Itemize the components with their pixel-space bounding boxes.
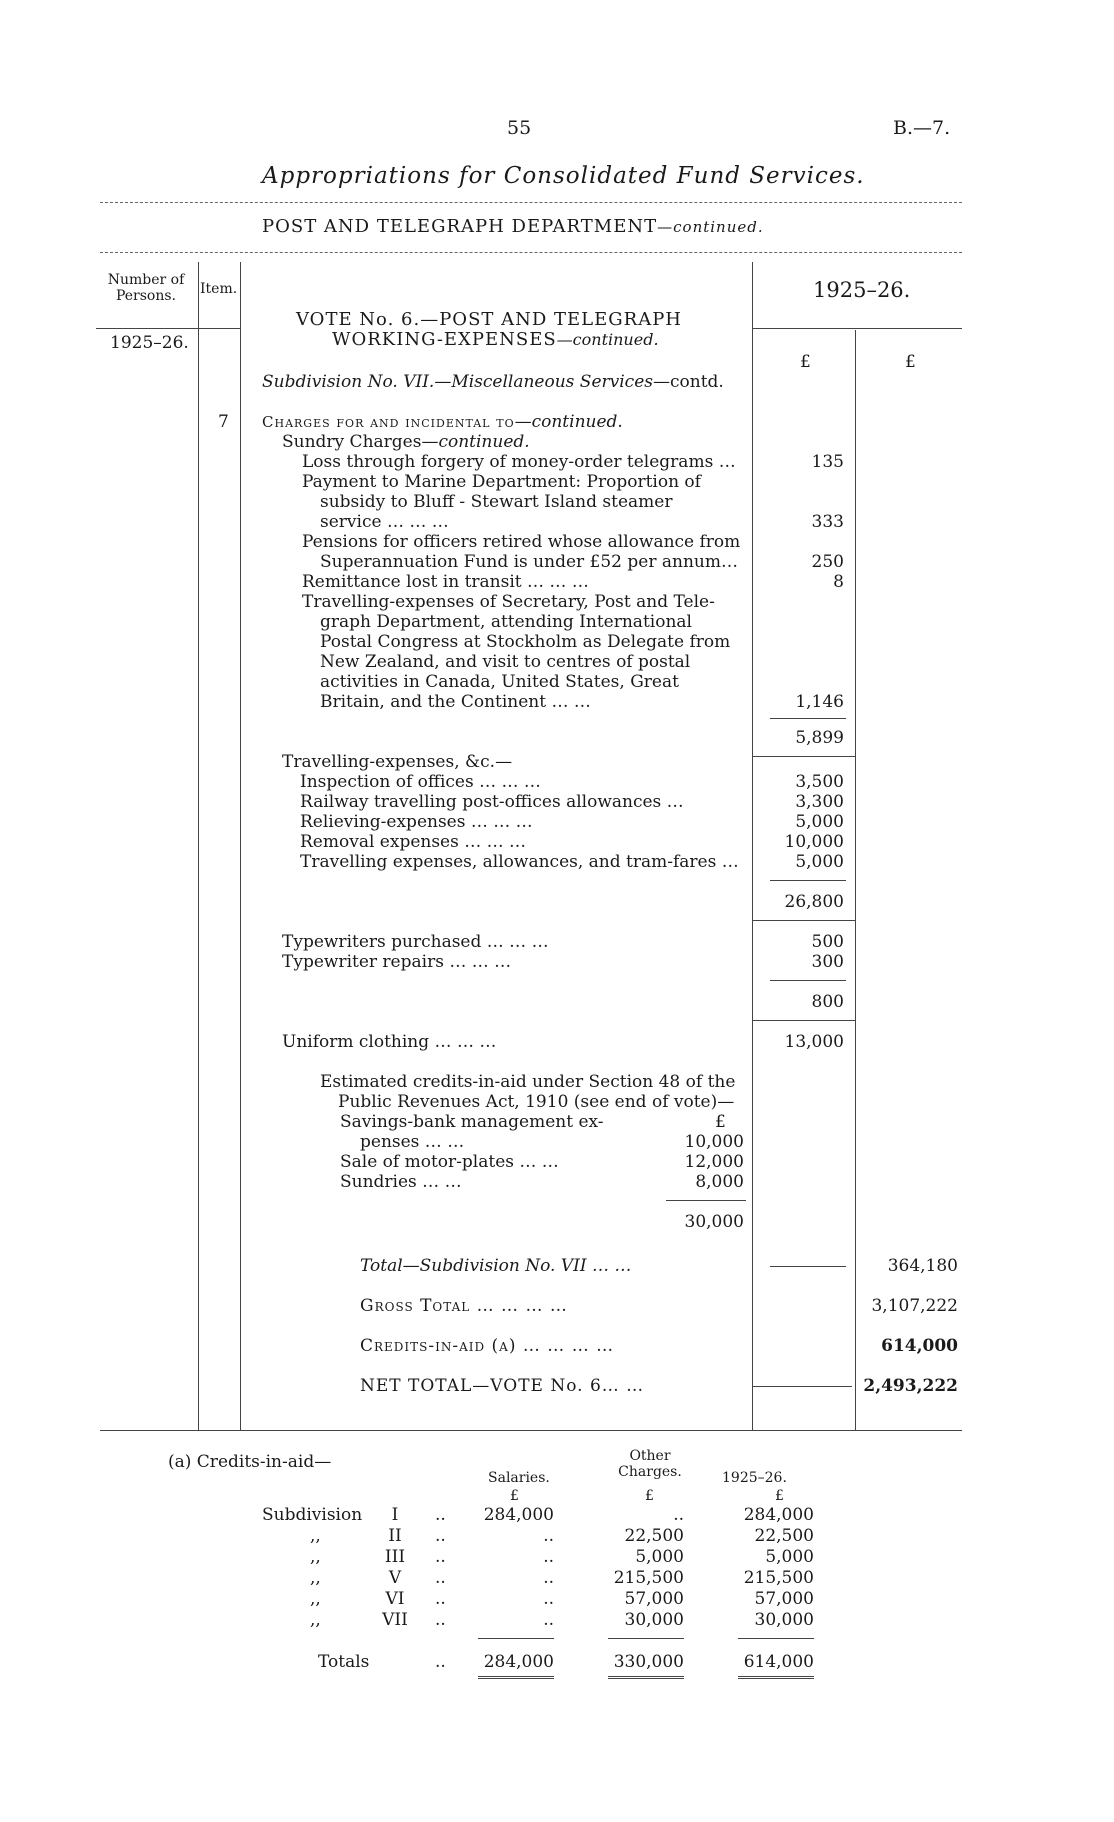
sundry-line: Loss through forgery of money-order telegrams … [302,452,736,472]
sundry-heading-text: Sundry Charges [282,432,422,452]
footnote-totals-label: Totals [318,1652,370,1672]
typewriter-amount: 300 [811,952,844,972]
sundry-line: Postal Congress at Stockholm as Delegate from [320,632,731,652]
header-rule-right [752,328,962,329]
net-total-dash [752,1386,852,1387]
footnote-row-label: ,, [310,1610,321,1630]
typewriter-subtotal-underline [752,1020,855,1021]
footnote-row-other: .. [673,1505,684,1525]
footnote-row-dots: .. [435,1526,446,1546]
sundry-subtotal-underline [752,756,855,757]
gross-total-label: Gross Total … … … … [360,1296,568,1316]
credits-estimate-item: Sale of motor-plates … … [340,1152,559,1172]
footnote-row-salaries: .. [543,1547,554,1567]
typewriter-amount: 500 [811,932,844,952]
footnote-header-other: Other Charges. [618,1448,682,1480]
subdivision-total-label: Total—Subdivision No. VII … … [360,1256,632,1276]
header-rule-left [96,328,240,329]
credits-estimate-total: 30,000 [684,1212,744,1232]
gross-total-amount: 3,107,222 [871,1296,958,1316]
footnote-totals-year: 614,000 [743,1652,814,1672]
sundry-line: graph Department, attending International [320,612,692,632]
travelling-line: Railway travelling post-offices allowances … [300,792,684,812]
subdivision-total-dash [770,1266,846,1267]
subdivision-title: Subdivision No. VII.—Miscellaneous Services [262,372,653,392]
sundry-subtotal-rule [770,718,846,719]
footnote-row-salaries: .. [543,1526,554,1546]
table-bottom-rule [100,1430,962,1431]
footnote-row-year: 22,500 [754,1526,814,1546]
footnote-row-label: Subdivision [262,1505,363,1525]
sundry-amount: 250 [811,552,844,572]
footnote-row-salaries: .. [543,1589,554,1609]
sundry-line: activities in Canada, United States, Great [320,672,679,692]
footnote-row-number: II [388,1526,402,1546]
footnote-header-year: 1925–26. [722,1470,787,1486]
footnote-currency: £ [510,1488,519,1504]
net-total-label: NET TOTAL—VOTE No. 6… … [360,1376,645,1396]
document-reference: B.—7. [893,117,951,139]
persons-column-header: Number of Persons. [107,272,185,304]
footnote-row-other: 30,000 [624,1610,684,1630]
sundry-line: Remittance lost in transit … … … [302,572,589,592]
footnote-row-other: 22,500 [624,1526,684,1546]
currency-column-b: £ [905,352,916,372]
sundry-line: Superannuation Fund is under £52 per annum… [320,552,738,572]
footnote-row-label: ,, [310,1526,321,1546]
charges-heading-suffix: —continued. [514,412,623,432]
footnote-row-year: 215,500 [743,1568,814,1588]
credits-estimate-item: Sundries … … [340,1172,462,1192]
credits-estimate-currency: £ [715,1112,726,1132]
footnote-row-other: 57,000 [624,1589,684,1609]
sundry-line: Britain, and the Continent … … [320,692,591,712]
travelling-amount: 3,500 [795,772,844,792]
currency-column-a: £ [800,352,811,372]
footnote-row-year: 284,000 [743,1505,814,1525]
footnote-row-number: I [391,1505,399,1525]
footnote-row-label: ,, [310,1589,321,1609]
travelling-subtotal-underline [752,920,855,921]
credits-estimate-item: penses … … [360,1132,465,1152]
credits-estimate-amount: 8,000 [695,1172,744,1192]
sundry-line: Pensions for officers retired whose allowance from [302,532,741,552]
year-column-header: 1925–26. [813,278,911,302]
travelling-line: Inspection of offices … … … [300,772,541,792]
footnote-double-rule [738,1676,814,1679]
credits-estimate-amount: 10,000 [684,1132,744,1152]
travelling-amount: 5,000 [795,852,844,872]
sundry-line: New Zealand, and visit to centres of postal [320,652,691,672]
sundry-heading-suffix: —continued. [421,432,530,452]
uniform-line: Uniform clothing … … … [282,1032,497,1052]
footnote-row-year: 30,000 [754,1610,814,1630]
footnote-currency: £ [775,1488,784,1504]
uniform-amount: 13,000 [784,1032,844,1052]
credits-in-aid-label: Credits-in-aid (a) … … … … [360,1336,615,1356]
travelling-subtotal: 26,800 [784,892,844,912]
travelling-amount: 3,300 [795,792,844,812]
typewriter-line: Typewriter repairs … … … [282,952,512,972]
sundry-line: service … … … [320,512,449,532]
travelling-line: Removal expenses … … … [300,832,527,852]
vote-line-2 [332,330,659,350]
footnote-row-year: 57,000 [754,1589,814,1609]
footnote-row-year: 5,000 [765,1547,814,1567]
vote-line-1: VOTE No. 6.—POST AND TELEGRAPH [296,309,683,330]
description-amount-divider [752,262,753,1430]
sundry-amount: 8 [833,572,844,592]
item-description-divider [240,262,241,1430]
subdivision-total-amount: 364,180 [887,1256,958,1276]
footnote-row-label: ,, [310,1547,321,1567]
footnote-totals-dots: .. [435,1652,446,1672]
department-heading [262,217,764,237]
footnote-rule [478,1638,554,1639]
credits-estimate-line-2: Public Revenues Act, 1910 (see end of vote)— [338,1092,735,1112]
footnote-totals-salaries: 284,000 [483,1652,554,1672]
footnote-currency: £ [645,1488,654,1504]
credits-estimate-rule [666,1200,746,1201]
charges-heading-text: Charges for and incidental to [262,413,515,431]
amount-columns-divider [855,330,856,1430]
sundry-line: subsidy to Bluff - Stewart Island steamer [320,492,673,512]
travelling-line: Relieving-expenses … … … [300,812,533,832]
page-number: 55 [507,117,532,139]
footnote-totals-other: 330,000 [613,1652,684,1672]
footnote-label: (a) Credits-in-aid— [168,1452,332,1472]
footnote-row-salaries: 284,000 [483,1505,554,1525]
typewriter-subtotal-rule [770,980,846,981]
vote-line-2-main: WORKING-EXPENSES [332,329,557,350]
travelling-line: Travelling expenses, allowances, and tram-fares … [300,852,739,872]
sundry-line: Travelling-expenses of Secretary, Post and Tele- [302,592,715,612]
department-name: POST AND TELEGRAPH DEPARTMENT [262,216,658,237]
subdivision-suffix: —contd. [652,372,724,392]
department-suffix: —continued. [657,218,764,236]
footnote-row-dots: .. [435,1547,446,1567]
sundry-heading [282,432,530,452]
typewriter-line: Typewriters purchased … … … [282,932,549,952]
sundry-amount: 1,146 [795,692,844,712]
footnote-row-number: VII [382,1610,408,1630]
persons-item-divider [198,262,199,1430]
travelling-amount: 5,000 [795,812,844,832]
footnote-double-rule [608,1676,684,1679]
footnote-row-number: VI [385,1589,405,1609]
footnote-rule [608,1638,684,1639]
travelling-subtotal-rule [770,880,846,881]
persons-year: 1925–26. [110,333,189,353]
sundry-line: Payment to Marine Department: Proportion of [302,472,701,492]
footnote-row-salaries: .. [543,1568,554,1588]
footnote-double-rule [478,1676,554,1679]
sundry-subtotal: 5,899 [795,728,844,748]
credits-in-aid-amount: 614,000 [881,1336,958,1356]
travelling-heading: Travelling-expenses, &c.— [282,752,513,772]
footnote-row-number: III [384,1547,406,1567]
footnote-row-other: 215,500 [613,1568,684,1588]
sundry-amount: 135 [811,452,844,472]
title-rule [100,202,962,203]
subdivision-heading [262,372,724,392]
charges-heading [262,412,623,432]
vote-line-2-suffix: —continued. [556,330,659,349]
footnote-row-salaries: .. [543,1610,554,1630]
footnote-row-number: V [388,1568,402,1588]
credits-estimate-amount: 12,000 [684,1152,744,1172]
item-column-header: Item. [200,281,238,297]
department-rule [100,252,962,253]
item-number: 7 [218,412,229,432]
typewriter-subtotal: 800 [811,992,844,1012]
footnote-row-label: ,, [310,1568,321,1588]
footnote-rule [738,1638,814,1639]
footnote-header-salaries: Salaries. [488,1470,550,1486]
sundry-amount: 333 [811,512,844,532]
credits-estimate-line-1: Estimated credits-in-aid under Section 48 of the [320,1072,736,1092]
footnote-row-dots: .. [435,1505,446,1525]
credits-estimate-item: Savings-bank management ex- [340,1112,604,1132]
footnote-row-other: 5,000 [635,1547,684,1567]
travelling-amount: 10,000 [784,832,844,852]
footnote-row-dots: .. [435,1568,446,1588]
footnote-row-dots: .. [435,1610,446,1630]
net-total-amount: 2,493,222 [863,1376,958,1396]
footnote-row-dots: .. [435,1589,446,1609]
page-title: Appropriations for Consolidated Fund Services. [262,163,865,189]
